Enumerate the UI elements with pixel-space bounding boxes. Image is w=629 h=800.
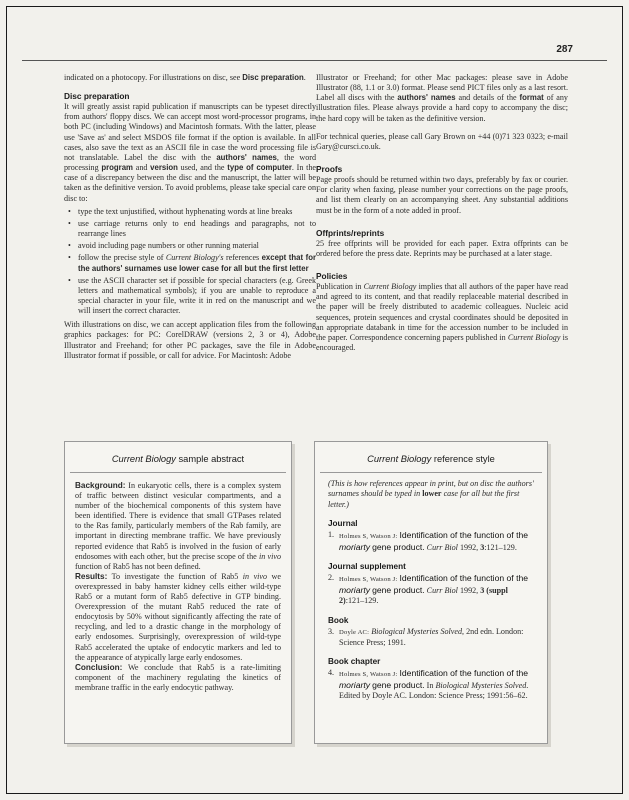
intro-paragraph: indicated on a photocopy. For illustrations on disc, see Disc preparation. [64, 73, 306, 82]
graphics-paragraph: With illustrations on disc, we can accept application files from the following graphics packages: for PC: CorelDRAW (versions 2, 3 or 4), Adobe Illustrator and Freehand; for other PC packages, save the file in Adobe Illustrator format if possible, or call for advice. For Macintosh: Adobe [64, 320, 316, 360]
illustration-paragraph: Illustrator or Freehand; for other Mac packages: please save in Adobe Illustrator (88, 1.1 or 3.0) format. Please send PICT files only as a last resort. Label all discs with the authors' names and details of the format of any illustration files. Please always provide a hard copy to accompany the disc; the hard copy will be taken as the definitive version. [316, 73, 568, 123]
policies-heading: Policies [316, 271, 348, 282]
abstract-conclusion: Conclusion: We conclude that Rab5 is a rate-limiting component of the machinery regulating the kinetics of membrane traffic in the early endocytic pathway. [75, 662, 281, 692]
list-item: • follow the precise style of Current Biology's references except that for the authors' surnames use lower case for all but the first letter [64, 253, 316, 273]
technical-queries: For technical queries, please call Gary Brown on +44 (0)71 323 0323; e-mail Gary@cursci.co.uk. [316, 131, 568, 151]
policies-paragraph: Publication in Current Biology implies that all authors of the paper have read and agreed to its content, and that readily replaceable material described in the paper will be freely distributed to academic colleagues. Nucleic acid sequences, protein sequences and crystal coordinates should be deposited in an appropriate databank in time for the accession number to be included in the paper. Correspondence concerning papers published in Current Biology is encouraged. [316, 282, 568, 352]
offprints-paragraph: 25 free offprints will be provided for each paper. Extra offprints can be ordered before the press date. Reprints may be purchased at a later stage. [316, 238, 568, 258]
book-heading: Book [328, 615, 349, 625]
proofs-paragraph: Page proofs should be returned within two days, preferably by fax or courier. For clarity when faxing, please number your corrections on the page proofs, and list them clearly on an accompanying sheet. Any substantial additions must be in the form of a note added in proof. [316, 175, 568, 215]
disc-bullet-list [64, 207, 316, 317]
reference-item: 3. Doyle AC: Biological Mysteries Solved, 2nd edn. London: Science Press; 1991. [328, 626, 524, 647]
abstract-results: Results: To investigate the function of Rab5 in vivo we overexpressed in baby hamster kidney cells either wild-type Rab5 or a mutant form of Rab5 defective in GTP binding. Overexpression of the mutant Rab5 reduced the rate of endocytosis by 50% without significantly affecting the rate of recycling, and led to a drastic change in the morphology of early endosomes. Surprisingly, overexpression of wild-type Rab5 accelerated the uptake of endocytic markers and led to the appearance of atypically large early endosomes. [75, 571, 281, 662]
disc-preparation-ref: Disc preparation [242, 73, 304, 82]
proofs-heading: Proofs [316, 164, 343, 175]
list-item: • avoid including page numbers or other running material [64, 241, 316, 251]
reference-style-box [314, 441, 548, 744]
book-chapter-heading: Book chapter [328, 656, 381, 666]
list-item: • type the text unjustified, without hyphenating words at line breaks [64, 207, 316, 217]
list-item: • use carriage returns only to end headings and paragraphs, not to rearrange lines [64, 219, 316, 239]
reference-item: 1. Holmes S, Watson J: Identification of the function of the moriarty gene product. Curr Biol 1992, 3:121–129. [328, 529, 529, 553]
reference-body [320, 472, 542, 737]
reference-item: 2. Holmes S, Watson J: Identification of the function of the moriarty gene product. Curr Biol 1992, 3 (suppl 2):121–129. [328, 573, 529, 606]
header-rule [22, 60, 607, 61]
abstract-body [70, 472, 286, 737]
list-item: • use the ASCII character set if possible for special characters (e.g. Greek letters and mathematical symbols); if you are unable to reproduce a special character in your file, write it in red on the manuscript and we will insert the correct character. [64, 276, 316, 317]
right-column [316, 73, 568, 361]
disc-preparation-paragraph: It will greatly assist rapid publication if manuscripts can be typeset directly from authors' floppy discs. We can accept most word-processor programs, in both PC (including Windows) and Macintosh formats. With the latter, please use 'Save as' and select MSDOS file format if the option is available. In all cases, also save the text as an ASCII file in case the word processing file is not translatable. Label the disc with the authors' names, the word processing program and version used, and the type of computer. In the case of a discrepancy between the disc and the manuscript, the latter will be taken as the definitive version. To avoid problems, please take special care on disc to: [64, 102, 317, 203]
reference-item: 4. Holmes S, Watson J: Identification of the function of the moriarty gene product. In Biological Mysteries Solved. Edited by Doyle AC. London: Science Press; 1991:56–62. [328, 667, 529, 701]
left-column [64, 73, 316, 369]
journal-heading: Journal [328, 518, 358, 528]
reference-box-title: Current Biology reference style [367, 454, 495, 464]
abstract-box-title: Current Biology sample abstract [111, 454, 245, 464]
page-number: 287 [556, 44, 573, 55]
reference-intro: (This is how references appear in print, but on disc the authors' surnames should be typed in lower case for all but the first letter.) [328, 479, 534, 509]
sample-abstract-box [64, 441, 292, 744]
offprints-heading: Offprints/reprints [316, 227, 385, 238]
disc-preparation-heading: Disc preparation [64, 91, 130, 102]
supplement-heading: Journal supplement [328, 562, 406, 572]
abstract-background: Background: In eukaryotic cells, there is a complex system of traffic between distinct vesicular compartments, and a number of the biochemical components of this system have been identified. There is evidence that small GTPases related to the Ras family, particularly members of the Rab family, are important in directing membrane traffic. We have previously reported evidence that Rab5 is involved in the fusion of early endosomes with each other, but the precise scope of the in vivo function of Rab5 has not been defined. [75, 481, 281, 571]
